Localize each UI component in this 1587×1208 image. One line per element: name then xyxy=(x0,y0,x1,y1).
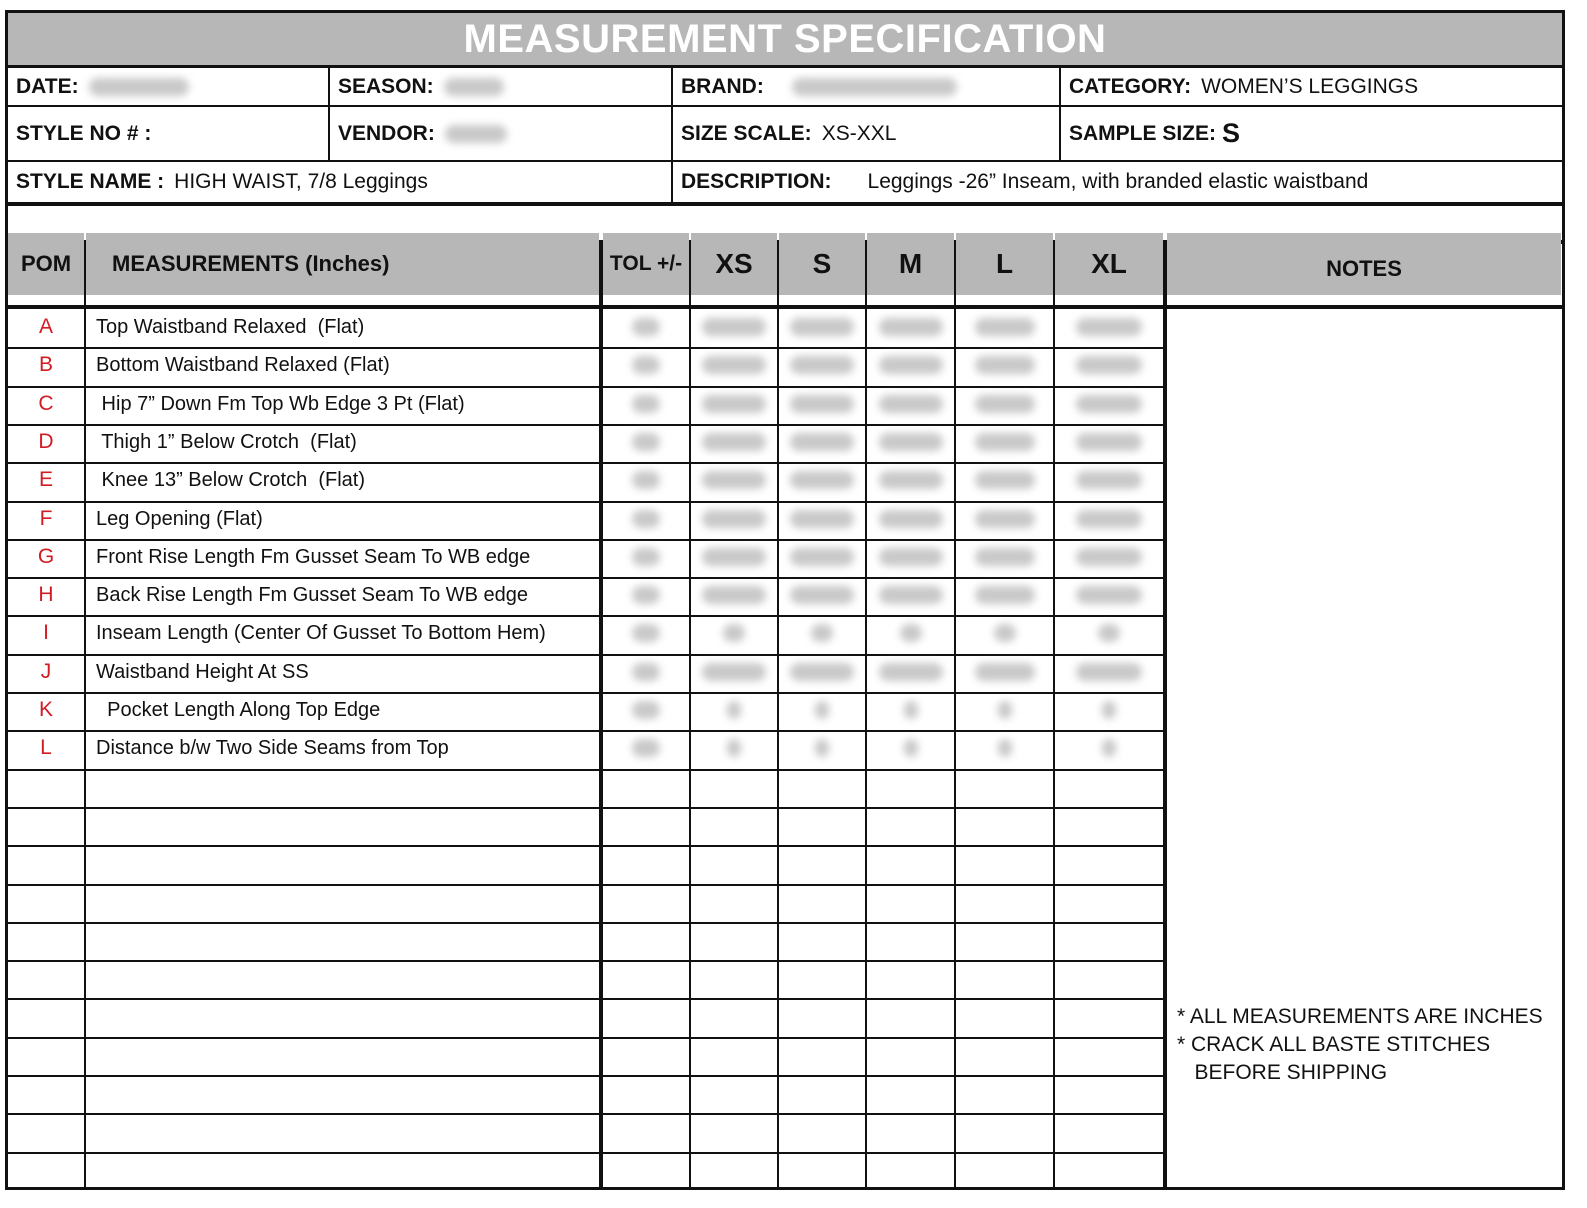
tolerance-redacted xyxy=(603,424,689,460)
style-no-label: STYLE NO # : xyxy=(16,121,152,145)
col-header-s: S xyxy=(779,233,865,295)
row-line xyxy=(5,884,1165,886)
size-value-redacted xyxy=(956,692,1053,728)
note-line-3: BEFORE SHIPPING xyxy=(1177,1061,1388,1084)
row-line xyxy=(5,807,1165,809)
size-value-redacted xyxy=(779,386,865,422)
measurement-description: Leg Opening (Flat) xyxy=(96,507,263,530)
size-value-redacted xyxy=(867,501,954,537)
tolerance-redacted xyxy=(603,309,689,345)
size-value-redacted xyxy=(1055,654,1163,690)
size-value-redacted xyxy=(867,462,954,498)
notes-text xyxy=(1177,1003,1543,1087)
size-value-redacted xyxy=(867,615,954,651)
col-header-notes: NOTES xyxy=(1167,233,1561,295)
row-line xyxy=(5,845,1165,847)
header-divider-3 xyxy=(5,202,1565,206)
description-label: DESCRIPTION: xyxy=(681,170,832,193)
size-value-redacted xyxy=(956,424,1053,460)
pom-code: D xyxy=(38,430,54,453)
size-value-redacted xyxy=(867,654,954,690)
size-value-redacted xyxy=(956,386,1053,422)
measurement-description: Thigh 1” Below Crotch (Flat) xyxy=(96,430,357,453)
size-value-redacted xyxy=(1055,539,1163,575)
size-value-redacted xyxy=(867,424,954,460)
date-label: DATE: xyxy=(16,74,79,98)
vendor-cell xyxy=(330,107,670,160)
size-value-redacted xyxy=(779,692,865,728)
measurement-description: Hip 7” Down Fm Top Wb Edge 3 Pt (Flat) xyxy=(96,392,465,415)
category-cell xyxy=(1061,68,1561,105)
pom-code: F xyxy=(39,507,53,530)
description-cell xyxy=(673,162,1561,202)
style-name-label: STYLE NAME : xyxy=(16,170,165,193)
measurement-description: Pocket Length Along Top Edge xyxy=(96,698,381,721)
size-value-redacted xyxy=(691,654,777,690)
size-scale-label: SIZE SCALE: xyxy=(681,121,812,145)
size-value-redacted xyxy=(956,462,1053,498)
vendor-label: VENDOR: xyxy=(338,121,435,145)
size-value-redacted xyxy=(956,654,1053,690)
size-value-redacted xyxy=(779,654,865,690)
tolerance-redacted xyxy=(603,577,689,613)
size-value-redacted xyxy=(691,386,777,422)
pom-code: L xyxy=(40,736,52,759)
measurement-description: Distance b/w Two Side Seams from Top xyxy=(96,736,449,759)
row-line xyxy=(5,922,1165,924)
style-name-cell xyxy=(8,162,671,202)
size-value-redacted xyxy=(1055,424,1163,460)
sample-size-cell xyxy=(1061,107,1561,160)
style-no-cell xyxy=(8,107,328,160)
size-value-redacted xyxy=(691,347,777,383)
measurement-description: Front Rise Length Fm Gusset Seam To WB edge xyxy=(96,545,531,568)
size-value-redacted xyxy=(1055,462,1163,498)
row-line xyxy=(5,960,1165,962)
pom-code: I xyxy=(43,621,49,644)
size-value-redacted xyxy=(1055,615,1163,651)
brand-value-redacted xyxy=(792,78,957,96)
size-value-redacted xyxy=(691,539,777,575)
measurement-description: Bottom Waistband Relaxed (Flat) xyxy=(96,353,390,376)
size-value-redacted xyxy=(691,577,777,613)
tolerance-redacted xyxy=(603,501,689,537)
title-bar xyxy=(8,13,1562,68)
pom-code: H xyxy=(38,583,54,606)
size-value-redacted xyxy=(867,386,954,422)
page-title: MEASUREMENT SPECIFICATION xyxy=(463,16,1107,61)
size-value-redacted xyxy=(956,615,1053,651)
size-value-redacted xyxy=(691,462,777,498)
col-header-l: L xyxy=(956,233,1053,295)
pom-code: C xyxy=(38,392,54,415)
season-value-redacted xyxy=(444,78,504,96)
row-line xyxy=(5,1113,1165,1115)
measurement-description: Waistband Height At SS xyxy=(96,660,309,683)
size-value-redacted xyxy=(691,424,777,460)
row-line xyxy=(5,1037,1165,1039)
description-value: Leggings -26” Inseam, with branded elastic waistband xyxy=(867,170,1369,193)
size-scale-cell xyxy=(673,107,1059,160)
season-label: SEASON: xyxy=(338,74,434,98)
measurement-description: Top Waistband Relaxed (Flat) xyxy=(96,315,365,338)
size-value-redacted xyxy=(691,692,777,728)
tolerance-redacted xyxy=(603,654,689,690)
tolerance-redacted xyxy=(603,730,689,766)
pom-code: A xyxy=(38,315,53,338)
brand-cell xyxy=(673,68,1059,105)
col-header-xs: XS xyxy=(691,233,777,295)
pom-code: K xyxy=(38,698,53,721)
measurement-description: Knee 13” Below Crotch (Flat) xyxy=(96,468,365,491)
pom-code: E xyxy=(38,468,53,491)
size-value-redacted xyxy=(867,539,954,575)
size-value-redacted xyxy=(867,347,954,383)
category-value: WOMEN’S LEGGINGS xyxy=(1201,74,1419,98)
size-value-redacted xyxy=(956,577,1053,613)
size-value-redacted xyxy=(691,615,777,651)
size-value-redacted xyxy=(1055,730,1163,766)
pom-code: B xyxy=(38,353,53,376)
col-divider-xl xyxy=(1163,244,1167,1188)
size-value-redacted xyxy=(779,462,865,498)
note-line-2: * CRACK ALL BASTE STITCHES xyxy=(1177,1033,1491,1056)
size-value-redacted xyxy=(779,539,865,575)
date-cell xyxy=(8,68,328,105)
pom-code: J xyxy=(40,660,52,683)
size-value-redacted xyxy=(956,539,1053,575)
note-line-1: * ALL MEASUREMENTS ARE INCHES xyxy=(1177,1005,1543,1028)
size-value-redacted xyxy=(779,730,865,766)
size-value-redacted xyxy=(867,309,954,345)
size-value-redacted xyxy=(691,309,777,345)
row-line xyxy=(5,1075,1165,1077)
pom-code: G xyxy=(37,545,55,568)
size-value-redacted xyxy=(691,730,777,766)
tolerance-redacted xyxy=(603,539,689,575)
col-header-measurements: MEASUREMENTS (Inches) xyxy=(86,233,599,295)
size-value-redacted xyxy=(956,309,1053,345)
vendor-value-redacted xyxy=(445,125,507,143)
sample-size-label: SAMPLE SIZE: xyxy=(1069,121,1217,145)
size-value-redacted xyxy=(691,501,777,537)
size-value-redacted xyxy=(1055,692,1163,728)
size-value-redacted xyxy=(1055,386,1163,422)
col-header-m: M xyxy=(867,233,954,295)
size-value-redacted xyxy=(779,424,865,460)
size-value-redacted xyxy=(779,577,865,613)
size-value-redacted xyxy=(779,615,865,651)
size-value-redacted xyxy=(956,347,1053,383)
size-value-redacted xyxy=(956,501,1053,537)
tolerance-redacted xyxy=(603,462,689,498)
size-value-redacted xyxy=(956,730,1053,766)
tolerance-redacted xyxy=(603,347,689,383)
brand-label: BRAND: xyxy=(681,74,764,98)
size-value-redacted xyxy=(867,577,954,613)
size-value-redacted xyxy=(1055,577,1163,613)
category-label: CATEGORY: xyxy=(1069,74,1192,98)
size-value-redacted xyxy=(779,347,865,383)
size-value-redacted xyxy=(1055,501,1163,537)
size-value-redacted xyxy=(1055,309,1163,345)
col-header-pom: POM xyxy=(8,233,84,295)
row-line xyxy=(5,998,1165,1000)
tolerance-redacted xyxy=(603,615,689,651)
measurement-description: Back Rise Length Fm Gusset Seam To WB edge xyxy=(96,583,529,606)
row-line xyxy=(5,769,1165,771)
size-value-redacted xyxy=(779,501,865,537)
style-name-value: HIGH WAIST, 7/8 Leggings xyxy=(174,170,428,193)
size-scale-value: XS-XXL xyxy=(821,121,897,145)
size-value-redacted xyxy=(779,309,865,345)
row-line xyxy=(5,1152,1165,1154)
size-value-redacted xyxy=(1055,347,1163,383)
season-cell xyxy=(330,68,670,105)
measurement-description: Inseam Length (Center Of Gusset To Bottom Hem) xyxy=(96,621,546,644)
tolerance-redacted xyxy=(603,692,689,728)
col-header-xl: XL xyxy=(1055,233,1163,295)
date-value-redacted xyxy=(89,78,189,96)
col-header-tol: TOL +/- xyxy=(603,233,689,295)
size-value-redacted xyxy=(867,730,954,766)
size-value-redacted xyxy=(867,692,954,728)
tolerance-redacted xyxy=(603,386,689,422)
sample-size-value: S xyxy=(1222,118,1241,148)
